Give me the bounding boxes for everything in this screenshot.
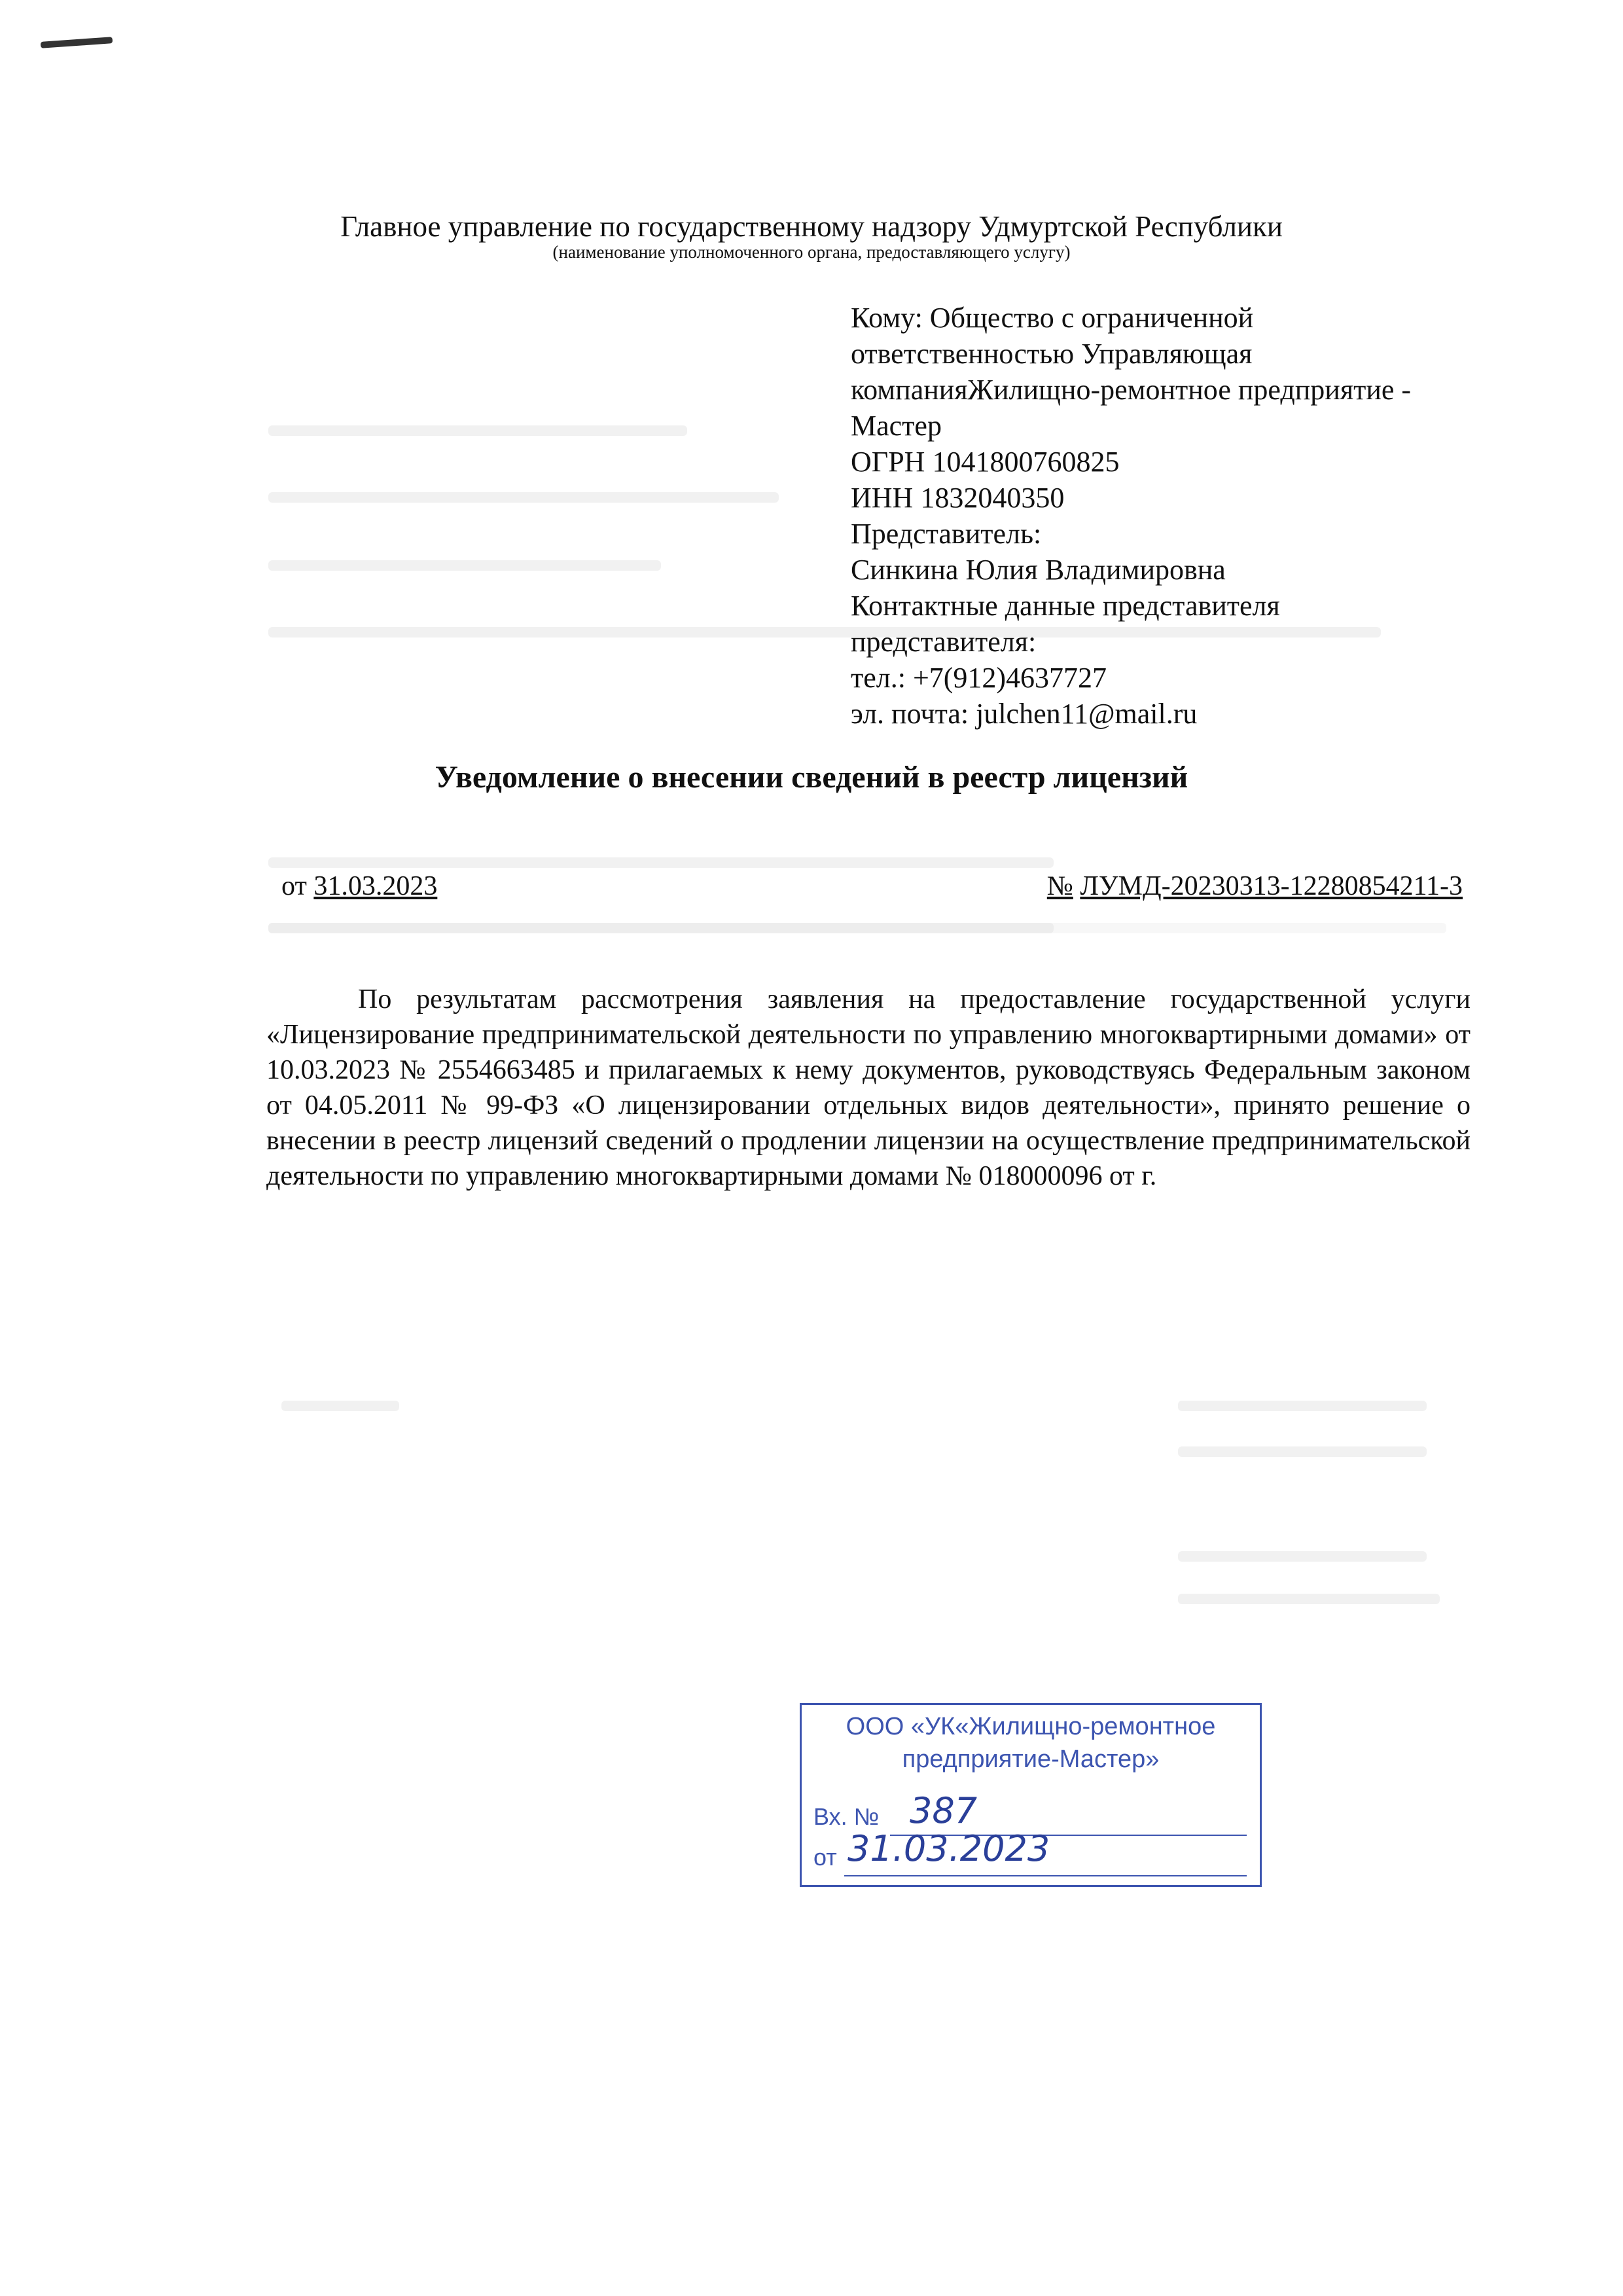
show-through [268,560,661,571]
stamp-org-line: предприятие-Мастер» [902,1746,1160,1773]
show-through [1178,1551,1427,1562]
show-through [268,425,687,436]
show-through [268,857,1054,868]
document-date [281,870,437,902]
scan-artifact [41,37,113,48]
recipient-line: Представитель: [851,518,1042,550]
show-through [1178,1594,1440,1604]
recipient-line: Синкина Юлия Владимировна [851,554,1226,586]
document-title: Уведомление о внесении сведений в реестр лицензий [435,760,1188,795]
stamp-org-line: ООО «УК«Жилищно-ремонтное [846,1713,1216,1740]
stamp-in-label: Вх. № [813,1803,880,1830]
authority-name: Главное управление по государственному надзору Удмуртской Республики [340,210,1283,243]
recipient-line: Кому: Общество с ограниченной [851,302,1254,334]
recipient-line: компанияЖилищно-ремонтное предприятие - [851,374,1412,406]
stamp-date-label: от [813,1844,837,1871]
incoming-stamp [800,1703,1262,1887]
date-value: 31.03.2023 [313,871,438,901]
stamp-date-value: 31.03.2023 [847,1828,1050,1869]
recipient-line: ИНН 1832040350 [851,482,1065,514]
recipient-line: Мастер [851,410,942,442]
show-through [1178,1446,1427,1457]
show-through [281,1401,399,1411]
authority-note: (наименование уполномоченного органа, предоставляющего услугу) [552,242,1071,262]
number-prefix: № [1046,871,1073,901]
recipient-line: представителя: [851,626,1037,658]
show-through [268,492,779,503]
recipient-line: ОГРН 1041800760825 [851,446,1120,478]
document-number [1047,870,1463,902]
recipient-line: эл. почта: julchen11@mail.ru [851,698,1198,730]
document-body: По результатам рассмотрения заявления на предоставление государственной услуги «Лицензирование предпринимательской деятельности по управлению многоквартирными домами» от 10.03.2023 № 2554663485 и прилагаемых к нему документов, руководствуясь Федеральным законом от 04.05.2011 № 99-ФЗ «О лицензировании отдельных видов деятельности», принято решение о внесении в реестр лицензий сведений о продлении лицензии на осуществление предпринимательской деятельности по управлению многоквартирными домами № 018000096 от г. [266,984,1471,1191]
recipient-line: ответственностью Управляющая [851,338,1253,370]
show-through [268,923,1446,933]
stamp-in-number: 387 [910,1790,978,1831]
show-through [1178,1401,1427,1411]
number-value: ЛУМД-20230313-12280854211-3 [1080,871,1463,901]
recipient-line: Контактные данные представителя [851,590,1280,622]
stamp-underline [844,1875,1247,1876]
recipient-line: тел.: +7(912)4637727 [851,662,1107,694]
recipient-block [851,300,1505,732]
date-prefix: от [281,871,307,901]
